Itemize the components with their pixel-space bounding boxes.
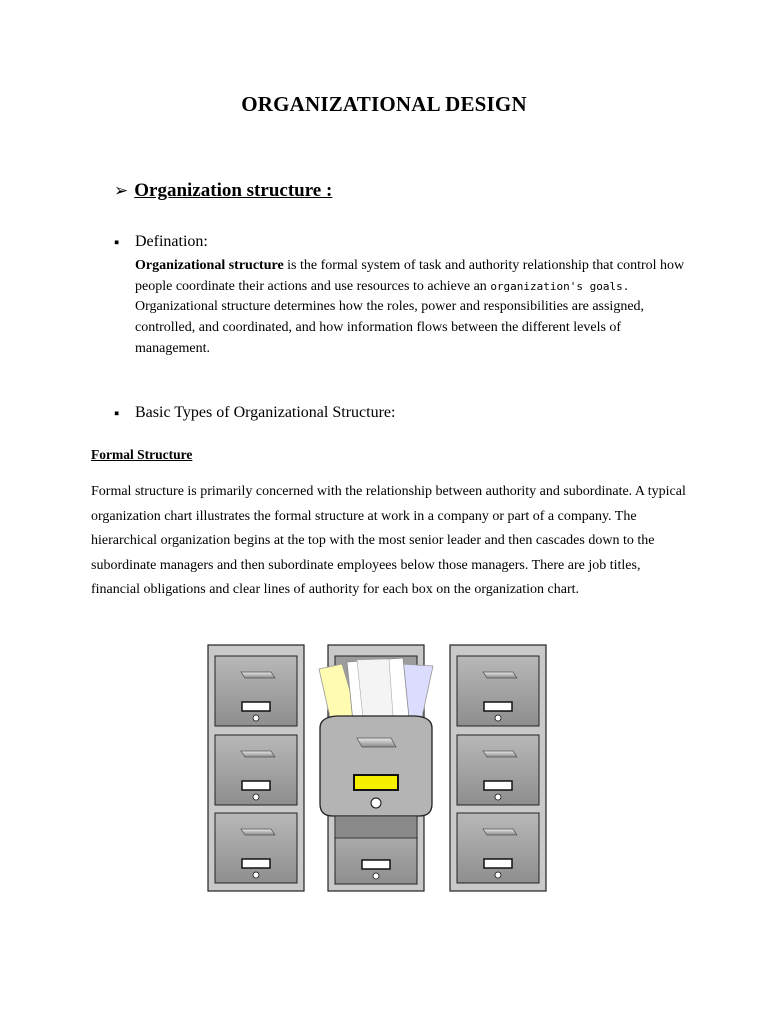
folders-icon <box>319 658 433 722</box>
left-cabinet <box>208 645 304 891</box>
section-heading-text: Organization structure : <box>134 180 333 201</box>
definition-text: is the formal system of task and authority relationship that control how people coordinate their actions and use resources to achieve an <box>135 258 685 294</box>
definition-term: Organizational structure <box>135 258 284 273</box>
right-cabinet <box>450 645 546 891</box>
filing-cabinets-illustration <box>207 644 549 894</box>
square-bullet-icon: ▪ <box>114 235 120 251</box>
middle-cabinet <box>319 645 433 891</box>
formal-structure-heading: Formal Structure <box>91 447 193 462</box>
arrow-bullet-icon: ➢ <box>114 181 129 200</box>
formal-structure-paragraph: Formal structure is primarily concerned with the relationship between authority and subordinate. A typical organization chart illustrates the formal structure at work in a company or part of a company. The hierarchical organization begins at the top with the most senior leader and then cascades down to the subordinate managers and then subordinate employees below those managers. There are job titles, financial obligations and clear lines of authority for each box on the organization chart. <box>91 484 686 597</box>
definition-text-goals: organization's goals. <box>490 279 630 293</box>
definition-paragraph <box>135 256 695 360</box>
square-bullet-icon: ▪ <box>114 406 120 422</box>
definition-text-2: Organizational structure determines how the roles, power and responsibilities are assigned, controlled, and coordinated, and how information flows between the different levels of management. <box>135 299 645 356</box>
basic-types-label: Basic Types of Organizational Structure: <box>135 404 396 421</box>
definition-label: Defination: <box>135 233 208 250</box>
section-heading <box>114 180 332 202</box>
page-title: ORGANIZATIONAL DESIGN <box>241 92 527 116</box>
